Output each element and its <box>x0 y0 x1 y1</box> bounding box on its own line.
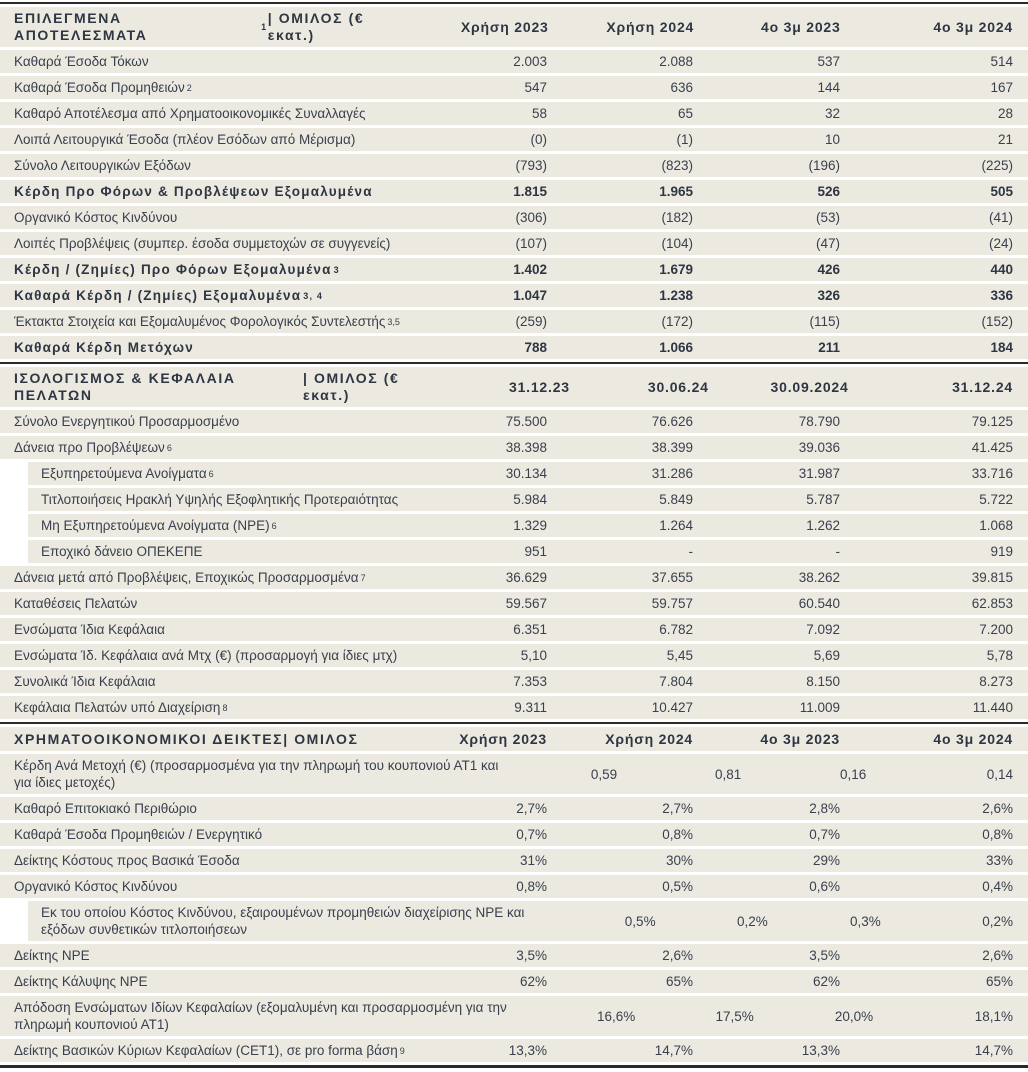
cell-value: 1.238 <box>562 284 708 307</box>
cell-value: 32 <box>708 102 855 125</box>
cell-value: 0,7% <box>420 823 562 846</box>
table-section-3 <box>0 722 1028 1062</box>
cell-value: 0,8% <box>562 823 708 846</box>
table-row <box>0 754 1028 794</box>
row-label-text: Απόδοση Ενσώματων Ιδίων Κεφαλαίων (εξομαλυμένη και προσαρμοσμένη για την πληρωμή κουπονιού ΑΤ1) <box>14 1000 507 1032</box>
row-label-text: Δάνεια μετά από Προβλέψεις, Εποχικώς Προσαρμοσμένα <box>14 570 359 585</box>
row-label-text: Δείκτης Κάλυψης NPE <box>14 974 148 989</box>
table-row <box>0 284 1028 307</box>
table-row <box>0 436 1028 459</box>
row-label <box>0 670 420 693</box>
row-label <box>0 849 420 872</box>
row-label <box>0 823 420 846</box>
cell-value: 167 <box>855 76 1028 99</box>
cell-value: 33.716 <box>855 462 1028 485</box>
cell-value: 36.629 <box>420 566 562 589</box>
cell-value: 65 <box>562 102 708 125</box>
table-row <box>0 310 1028 333</box>
financial-summary-table <box>0 2 1028 1062</box>
cell-value: 2,6% <box>855 944 1028 967</box>
cell-value: 0,2% <box>896 901 1028 941</box>
table-row <box>0 410 1028 433</box>
cell-value: 7.804 <box>562 670 708 693</box>
row-label-text: Λοιπές Προβλέψεις (συμπερ. έσοδα συμμετοχών σε συγγενείς) <box>14 236 391 251</box>
row-label-text: Δείκτης NPE <box>14 948 90 963</box>
cell-value: 326 <box>708 284 855 307</box>
cell-value: 31% <box>420 849 562 872</box>
cell-value: 1.679 <box>562 258 708 281</box>
cell-value: (104) <box>562 232 708 255</box>
cell-value: 1.262 <box>708 514 855 537</box>
row-label <box>28 488 420 511</box>
cell-value: 0,5% <box>561 901 670 941</box>
cell-value: 62.853 <box>855 592 1028 615</box>
section-header-row <box>0 727 1028 751</box>
cell-value: 547 <box>420 76 562 99</box>
table-row <box>0 592 1028 615</box>
cell-value: 7.092 <box>708 618 855 641</box>
row-label-text: Καθαρά Κέρδη Μετόχων <box>14 340 194 355</box>
table-row <box>0 875 1028 898</box>
column-header: Χρήση 2024 <box>564 7 710 47</box>
table-row <box>0 944 1028 967</box>
cell-value: 17,5% <box>650 996 769 1036</box>
row-label-text: Εκ του οποίου Κόστος Κινδύνου, εξαιρουμένων προμηθειών διαχείρισης NPE και εξόδων συνθετικών τιτλοποιήσεων <box>41 905 525 937</box>
cell-value: (182) <box>562 206 708 229</box>
row-label: Καθαρά Κέρδη / (Ζημίες) Εξομαλυμένα 3, 4 <box>0 284 420 307</box>
table-row <box>0 566 1028 589</box>
table-row <box>0 206 1028 229</box>
cell-value: 59.757 <box>562 592 708 615</box>
cell-value: 79.125 <box>855 410 1028 433</box>
column-header: 31.12.24 <box>864 367 1028 407</box>
cell-value: 1.815 <box>420 180 562 203</box>
table-row <box>0 996 1028 1036</box>
cell-value: (47) <box>708 232 855 255</box>
cell-value: 5.722 <box>855 488 1028 511</box>
cell-value: 5.984 <box>420 488 562 511</box>
cell-value: (0) <box>420 128 562 151</box>
cell-value: 62% <box>708 970 855 993</box>
cell-value: 39.036 <box>708 436 855 459</box>
cell-value: - <box>562 540 708 563</box>
cell-value: 1.068 <box>855 514 1028 537</box>
row-label-text: Συνολικά Ίδια Κεφάλαια <box>14 674 156 689</box>
cell-value: 28 <box>855 102 1028 125</box>
row-label: Δάνεια μετά από Προβλέψεις, Εποχικώς Προσαρμοσμένα 7 <box>0 566 420 589</box>
cell-value: 2,6% <box>855 797 1028 820</box>
cell-value: 0,8% <box>420 875 562 898</box>
cell-value: 636 <box>562 76 708 99</box>
cell-value: 3,5% <box>420 944 562 967</box>
cell-value: 2,7% <box>420 797 562 820</box>
table-bottom-rule <box>0 1065 1028 1072</box>
row-label: Εξυπηρετούμενα Ανοίγματα 6 <box>28 462 420 485</box>
cell-value: (823) <box>562 154 708 177</box>
row-label <box>28 901 561 941</box>
table-section-2 <box>0 362 1028 719</box>
column-header: 4ο 3μ 2024 <box>855 727 1028 751</box>
section-title-text: ΙΣΟΛΟΓΙΣΜΟΣ & ΚΕΦΑΛΑΙΑ ΠΕΛΑΤΩΝ <box>14 370 236 403</box>
cell-value: 30% <box>562 849 708 872</box>
row-label <box>0 944 420 967</box>
cell-value: 13,3% <box>420 1039 562 1062</box>
column-header: 4ο 3μ 2023 <box>709 7 855 47</box>
cell-value: (53) <box>708 206 855 229</box>
row-label-text: Οργανικό Κόστος Κινδύνου <box>14 210 178 225</box>
column-header: Χρήση 2024 <box>562 727 708 751</box>
row-label-text: Ενσώματα Ίδ. Κεφάλαια ανά Μτχ (€) (προσαρμογή για ίδιες μτχ) <box>14 648 398 663</box>
row-label: Δείκτης Βασικών Κύριων Κεφαλαίων (CET1), σε pro forma βάση 9 <box>0 1039 420 1062</box>
row-label <box>0 232 420 255</box>
row-label <box>0 644 420 667</box>
cell-value: 10.427 <box>562 696 708 719</box>
cell-value: 41.425 <box>855 436 1028 459</box>
row-label: Έκτακτα Στοιχεία και Εξομαλυμένος Φορολογικός Συντελεστής 3,5 <box>0 310 420 333</box>
row-label-text: Καθαρά Έσοδα Προμηθειών / Ενεργητικό <box>14 827 263 842</box>
cell-value: 0,3% <box>783 901 896 941</box>
cell-value: 10 <box>708 128 855 151</box>
row-label-text: Τιτλοποιήσεις Ηρακλή Υψηλής Εξοφλητικής Προτεραιότητας <box>41 492 399 507</box>
row-label-text: Καθαρά Έσοδα Προμηθειών <box>14 80 185 95</box>
table-row <box>0 462 1028 485</box>
column-header: 30.06.24 <box>585 367 724 407</box>
cell-value: (152) <box>855 310 1028 333</box>
row-label <box>0 618 420 641</box>
row-label-text: Οργανικό Κόστος Κινδύνου <box>14 879 178 894</box>
cell-value: 29% <box>708 849 855 872</box>
cell-value: 33% <box>855 849 1028 872</box>
cell-value: 11.440 <box>855 696 1028 719</box>
table-row <box>0 232 1028 255</box>
cell-value: 18,1% <box>888 996 1028 1036</box>
cell-value: 211 <box>708 336 855 359</box>
row-label-text: Λοιπά Λειτουργικά Έσοδα (πλέον Εσόδων από Μέρισμα) <box>14 132 356 147</box>
column-header: 4ο 3μ 2023 <box>708 727 855 751</box>
cell-value: 76.626 <box>562 410 708 433</box>
cell-value: 58 <box>420 102 562 125</box>
row-label: Κέρδη / (Ζημίες) Προ Φόρων Εξομαλυμένα 3 <box>0 258 420 281</box>
row-label-text: Κέρδη / (Ζημίες) Προ Φόρων Εξομαλυμένα <box>14 262 332 277</box>
cell-value: 2,7% <box>562 797 708 820</box>
cell-value: 16,6% <box>535 996 650 1036</box>
table-row <box>0 102 1028 125</box>
cell-value: 0,14 <box>881 754 1028 794</box>
cell-value: 7.353 <box>420 670 562 693</box>
cell-value: (172) <box>562 310 708 333</box>
cell-value: 2.088 <box>562 50 708 73</box>
cell-value: 184 <box>855 336 1028 359</box>
cell-value: 14,7% <box>562 1039 708 1062</box>
row-label <box>0 996 535 1036</box>
cell-value: 38.398 <box>420 436 562 459</box>
row-label-text: Δείκτης Κόστους προς Βασικά Έσοδα <box>14 853 240 868</box>
row-label <box>0 592 420 615</box>
row-label <box>0 102 420 125</box>
row-label-text: Σύνολο Λειτουργικών Εξόδων <box>14 158 191 173</box>
table-row <box>0 488 1028 511</box>
cell-value: (107) <box>420 232 562 255</box>
cell-value: 13,3% <box>708 1039 855 1062</box>
cell-value: 5,78 <box>855 644 1028 667</box>
table-row <box>0 849 1028 872</box>
cell-value: 20,0% <box>769 996 888 1036</box>
cell-value: 8.150 <box>708 670 855 693</box>
cell-value: 505 <box>855 180 1028 203</box>
column-header: 4ο 3μ 2024 <box>856 7 1028 47</box>
cell-value: 1.329 <box>420 514 562 537</box>
row-label-text: Καθαρά Κέρδη / (Ζημίες) Εξομαλυμένα <box>14 288 302 303</box>
cell-value: (1) <box>562 128 708 151</box>
cell-value: 38.399 <box>562 436 708 459</box>
cell-value: (793) <box>420 154 562 177</box>
row-label <box>0 410 420 433</box>
row-label-text: Καθαρά Έσοδα Τόκων <box>14 54 149 69</box>
table-row <box>0 797 1028 820</box>
table-row <box>0 1039 1028 1062</box>
section-title-scope: | ΟΜΙΛΟΣ (€ εκατ.) <box>267 10 365 43</box>
section-title-scope: | ΟΜΙΛΟΣ <box>283 730 359 747</box>
row-label <box>0 50 420 73</box>
cell-value: 2,8% <box>708 797 855 820</box>
cell-value: 440 <box>855 258 1028 281</box>
cell-value: 336 <box>855 284 1028 307</box>
table-row <box>0 336 1028 359</box>
cell-value: 0,5% <box>562 875 708 898</box>
cell-value: 8.273 <box>855 670 1028 693</box>
cell-value: 30.134 <box>420 462 562 485</box>
cell-value: 11.009 <box>708 696 855 719</box>
cell-value: 951 <box>420 540 562 563</box>
row-label-text: Καταθέσεις Πελατών <box>14 596 138 611</box>
row-label <box>0 754 511 794</box>
section-title-scope: | ΟΜΙΛΟΣ (€ εκατ.) <box>302 370 400 403</box>
cell-value: 514 <box>855 50 1028 73</box>
cell-value: 6.782 <box>562 618 708 641</box>
row-label: Μη Εξυπηρετούμενα Ανοίγματα (NPE) 6 <box>28 514 420 537</box>
cell-value: 2.003 <box>420 50 562 73</box>
row-label <box>0 154 420 177</box>
column-header: 30.09.2024 <box>724 367 864 407</box>
section-title <box>0 727 420 751</box>
row-label <box>0 336 420 359</box>
table-row <box>0 970 1028 993</box>
row-label-text: Έκτακτα Στοιχεία και Εξομαλυμένος Φορολογικός Συντελεστής <box>14 314 386 329</box>
row-label-text: Εποχικό δάνειο ΟΠΕΚΕΠΕ <box>41 544 203 559</box>
row-label <box>0 970 420 993</box>
cell-value: 0,2% <box>671 901 783 941</box>
row-label-text: Εξυπηρετούμενα Ανοίγματα <box>41 466 207 481</box>
cell-value: 14,7% <box>855 1039 1028 1062</box>
cell-value: 1.264 <box>562 514 708 537</box>
table-row <box>0 644 1028 667</box>
cell-value: 59.567 <box>420 592 562 615</box>
row-label-text: Ενσώματα Ίδια Κεφάλαια <box>14 622 165 637</box>
row-label: Δάνεια προ Προβλέψεων 6 <box>0 436 420 459</box>
cell-value: 0,16 <box>756 754 881 794</box>
cell-value: 1.402 <box>420 258 562 281</box>
section-header-row <box>0 7 1028 47</box>
cell-value: 65% <box>562 970 708 993</box>
table-row <box>0 154 1028 177</box>
cell-value: 788 <box>420 336 562 359</box>
cell-value: (24) <box>855 232 1028 255</box>
cell-value: 0,6% <box>708 875 855 898</box>
table-row <box>0 180 1028 203</box>
cell-value: (196) <box>708 154 855 177</box>
row-label-text: Σύνολο Ενεργητικού Προσαρμοσμένο <box>14 414 240 429</box>
table-row <box>0 50 1028 73</box>
cell-value: 3,5% <box>708 944 855 967</box>
cell-value: 5.787 <box>708 488 855 511</box>
table-row <box>0 128 1028 151</box>
cell-value: 60.540 <box>708 592 855 615</box>
table-row <box>0 670 1028 693</box>
cell-value: 526 <box>708 180 855 203</box>
row-label: Καθαρά Έσοδα Προμηθειών 2 <box>0 76 420 99</box>
table-section-1 <box>0 2 1028 359</box>
cell-value: 144 <box>708 76 855 99</box>
cell-value: 1.066 <box>562 336 708 359</box>
row-label-text: Καθαρό Επιτοκιακό Περιθώριο <box>14 801 197 816</box>
table-row <box>0 76 1028 99</box>
cell-value: 75.500 <box>420 410 562 433</box>
section-title-text: ΕΠΙΛΕΓΜΕΝΑ ΑΠΟΤΕΛΕΣΜΑΤΑ <box>14 10 148 43</box>
cell-value: 9.311 <box>420 696 562 719</box>
cell-value: 5,69 <box>708 644 855 667</box>
cell-value: 2,6% <box>562 944 708 967</box>
cell-value: 919 <box>855 540 1028 563</box>
table-row <box>0 901 1028 941</box>
table-row <box>0 258 1028 281</box>
cell-value: 0,4% <box>855 875 1028 898</box>
cell-value: 537 <box>708 50 855 73</box>
cell-value: 0,81 <box>632 754 756 794</box>
cell-value: 65% <box>855 970 1028 993</box>
row-label <box>0 206 420 229</box>
column-header: 31.12.23 <box>450 367 585 407</box>
cell-value: 5,45 <box>562 644 708 667</box>
cell-value: 21 <box>855 128 1028 151</box>
cell-value: 6.351 <box>420 618 562 641</box>
section-title <box>0 367 450 407</box>
cell-value: (225) <box>855 154 1028 177</box>
cell-value: 1.047 <box>420 284 562 307</box>
cell-value: 5.849 <box>562 488 708 511</box>
cell-value: 5,10 <box>420 644 562 667</box>
table-row <box>0 514 1028 537</box>
cell-value: (41) <box>855 206 1028 229</box>
table-row <box>0 823 1028 846</box>
row-label-text: Καθαρό Αποτέλεσμα από Χρηματοοικονομικές Συναλλαγές <box>14 106 366 121</box>
row-label <box>28 540 420 563</box>
cell-value: 78.790 <box>708 410 855 433</box>
table-row <box>0 618 1028 641</box>
row-label <box>0 180 420 203</box>
cell-value: 37.655 <box>562 566 708 589</box>
cell-value: 0,59 <box>511 754 632 794</box>
cell-value: 0,8% <box>855 823 1028 846</box>
cell-value: 0,7% <box>708 823 855 846</box>
cell-value: (306) <box>420 206 562 229</box>
row-label-text: Μη Εξυπηρετούμενα Ανοίγματα (NPE) <box>41 518 270 533</box>
row-label-text: Δείκτης Βασικών Κύριων Κεφαλαίων (CET1), σε pro forma βάση <box>14 1043 398 1058</box>
cell-value: 31.286 <box>562 462 708 485</box>
row-label <box>0 128 420 151</box>
cell-value: 62% <box>420 970 562 993</box>
cell-value: 426 <box>708 258 855 281</box>
row-label: Κεφάλαια Πελατών υπό Διαχείριση 8 <box>0 696 420 719</box>
cell-value: 7.200 <box>855 618 1028 641</box>
cell-value: 38.262 <box>708 566 855 589</box>
row-label <box>0 875 420 898</box>
section-title: ΕΠΙΛΕΓΜΕΝΑ ΑΠΟΤΕΛΕΣΜΑΤΑ 1 | ΟΜΙΛΟΣ (€ εκατ.) <box>0 7 422 47</box>
cell-value: (259) <box>420 310 562 333</box>
section-header-row <box>0 367 1028 407</box>
cell-value: 39.815 <box>855 566 1028 589</box>
cell-value: 31.987 <box>708 462 855 485</box>
cell-value: (115) <box>708 310 855 333</box>
cell-value: 1.965 <box>562 180 708 203</box>
row-label-text: Κεφάλαια Πελατών υπό Διαχείριση <box>14 700 221 715</box>
column-header: Χρήση 2023 <box>420 727 562 751</box>
table-row <box>0 696 1028 719</box>
row-label <box>0 797 420 820</box>
section-title-text: ΧΡΗΜΑΤΟΟΙΚΟΝΟΜΙΚΟΙ ΔΕΙΚΤΕΣ <box>14 730 284 747</box>
table-row <box>0 540 1028 563</box>
row-label-text: Κέρδη Προ Φόρων & Προβλέψεων Εξομαλυμένα <box>14 184 373 199</box>
row-label-text: Δάνεια προ Προβλέψεων <box>14 440 165 455</box>
row-label-text: Κέρδη Ανά Μετοχή (€) (προσαρμοσμένα για την πληρωμή του κουπονιού ΑΤ1 και για ίδιες μετοχές) <box>14 758 499 790</box>
column-header: Χρήση 2023 <box>422 7 564 47</box>
cell-value: - <box>708 540 855 563</box>
